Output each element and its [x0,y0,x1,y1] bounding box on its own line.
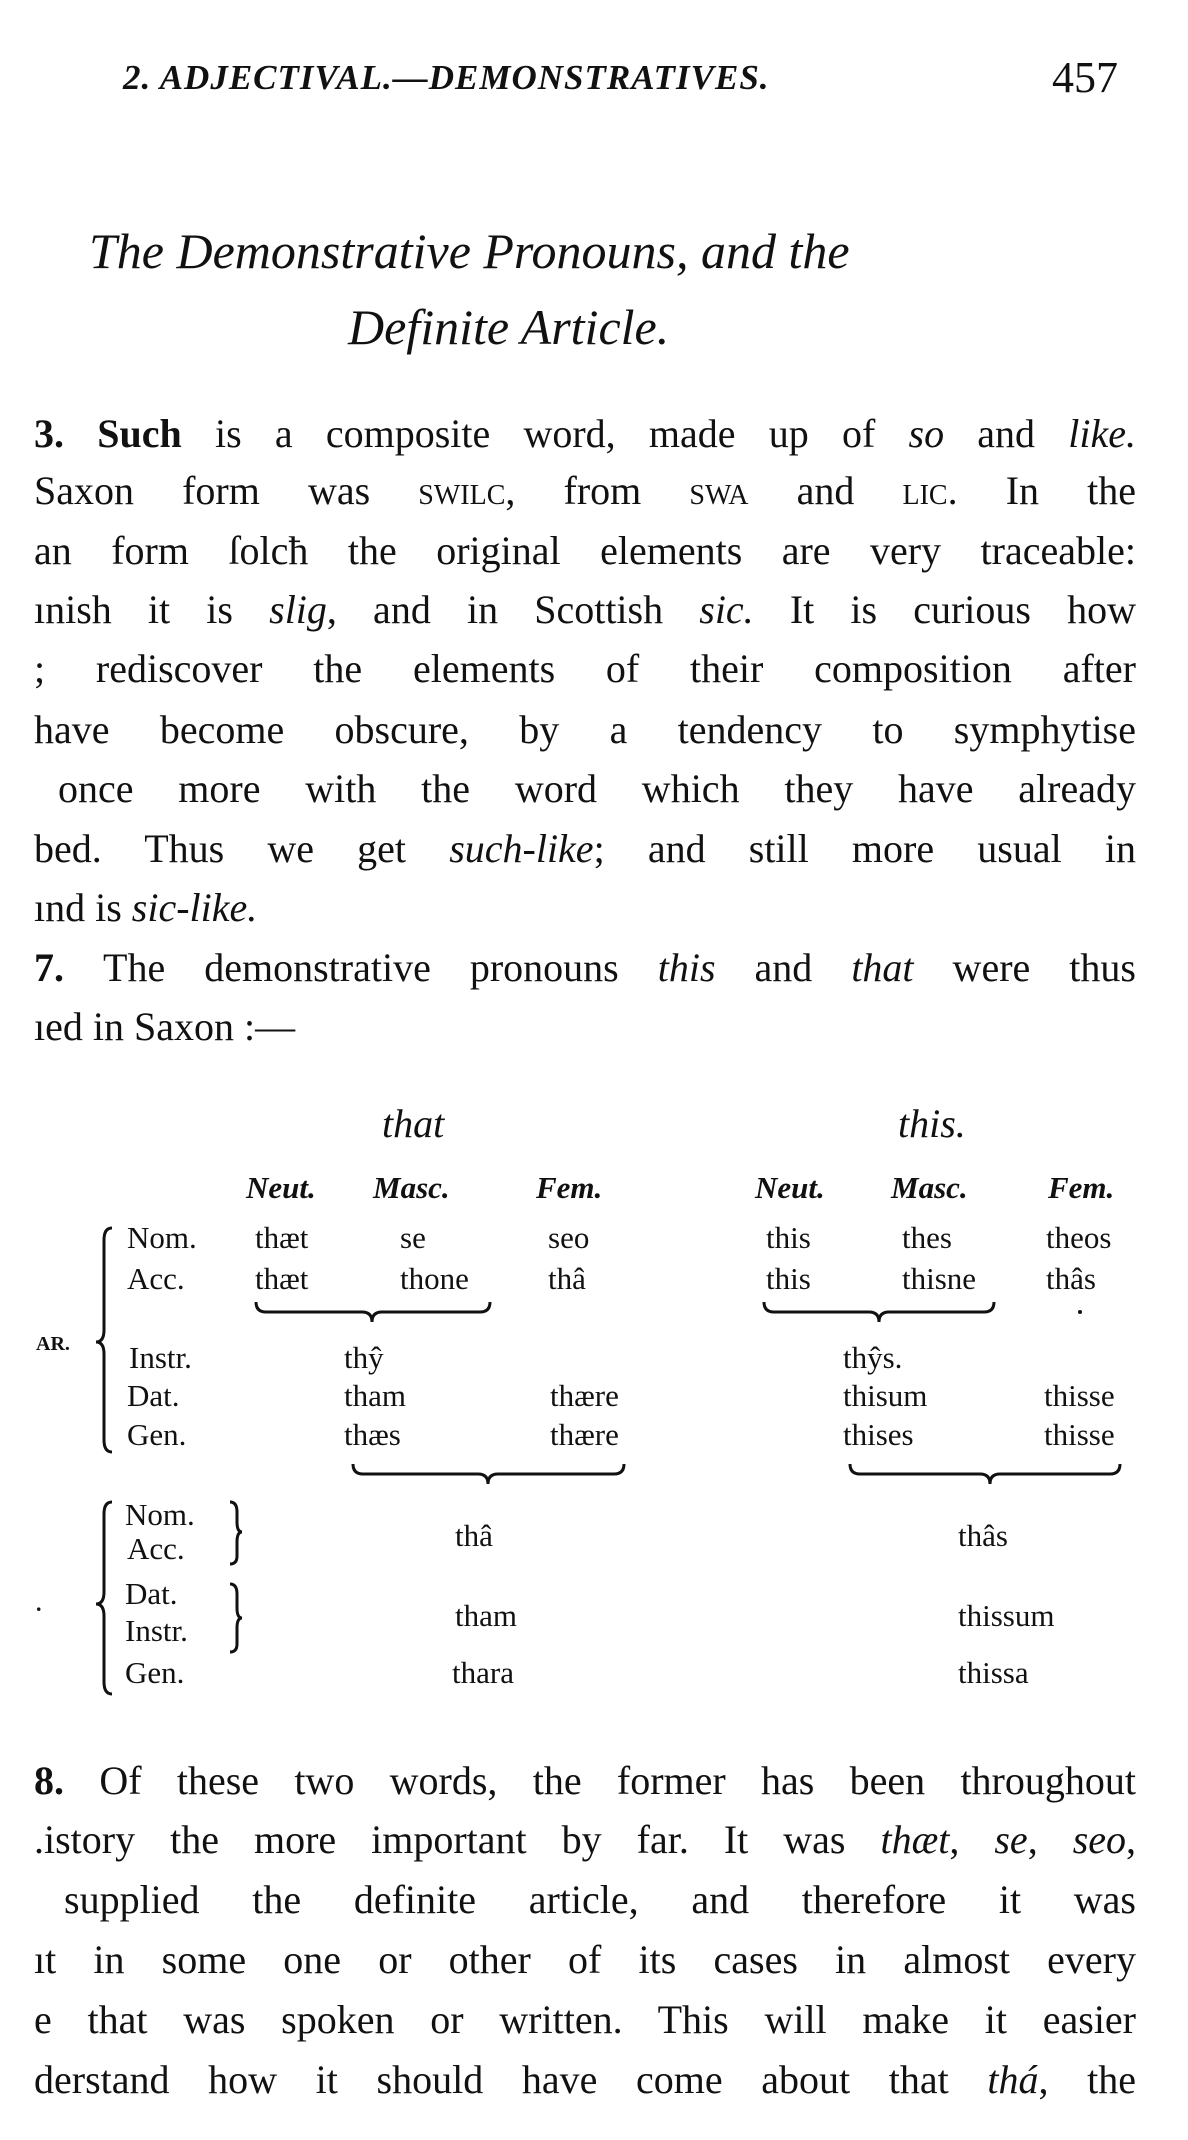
case-label: Gen. [125,1655,185,1690]
cell: thære [550,1378,619,1413]
plural-left-brace [96,1502,112,1694]
cell: thâ [548,1261,586,1296]
cell: thâ [455,1518,493,1553]
text-line [34,1751,1136,1811]
cell: thisum [843,1378,928,1413]
cell: thære [550,1417,619,1452]
cell: thises [843,1417,914,1452]
case-label: Acc. [127,1531,185,1566]
case-label: Instr. [125,1613,188,1648]
cell: thone [400,1261,469,1296]
cell: thissum [958,1598,1055,1633]
gender-header: Fem. [1048,1170,1115,1205]
cell: thŷ [344,1340,384,1375]
italic-text: seo [1072,1817,1127,1862]
cell: thisse [1044,1417,1115,1452]
case-label: Nom. [127,1220,197,1255]
text: Of these two words, the former has been throughout [99,1758,1136,1803]
section-title-line1: The Demonstrative Pronouns, and the [89,223,850,279]
cell: this [766,1220,811,1255]
bold-text: 7. [34,945,104,990]
bold-text: 3. [34,411,98,456]
section-title-line2: Definite Article. [348,299,670,355]
text: ; rediscover the elements of their composition after [34,646,1136,691]
under-brace [256,1302,490,1322]
text: , from [505,468,690,513]
cell: thara [452,1655,514,1690]
italic-text: thá [987,2057,1039,2102]
italic-text: thæt [880,1817,950,1862]
italic-text: se [994,1817,1028,1862]
text: The demonstrative pronouns [103,945,658,990]
text: and [748,468,903,513]
case-label: Dat. [125,1576,178,1611]
cell: thæt [255,1220,309,1255]
text: supplied the definite article, and therefore it was [64,1877,1136,1922]
text: e that was spoken or written. This will make it easier [34,1997,1136,2042]
text-line [34,1930,1136,1990]
italic-text: like. [1068,411,1137,456]
nom-acc-right-brace [230,1502,242,1564]
cell: this [766,1261,811,1296]
group-title-this: this. [898,1101,966,1146]
text: were thus [913,945,1136,990]
group-title-that: that [382,1101,445,1146]
cell: thisse [1044,1378,1115,1413]
gender-header: Neut. [755,1170,825,1205]
text: , [1126,1817,1137,1862]
case-label: Dat. [127,1378,180,1413]
singular-label: AR. [36,1333,70,1355]
text: is a composite word, made up of [181,411,909,456]
under-brace [764,1302,994,1322]
gender-header: Masc. [891,1170,968,1205]
italic-text: this [657,945,716,990]
cell: tham [344,1378,406,1413]
dat-instr-right-brace [230,1584,242,1652]
gender-header: Neut. [246,1170,316,1205]
case-label: Acc. [127,1261,185,1296]
text-line [34,2050,1136,2110]
under-brace [353,1464,624,1484]
gender-header: Masc. [373,1170,450,1205]
small-caps-text: lic [902,468,948,513]
bold-text: 8. [34,1758,100,1803]
text: , [1027,1817,1073,1862]
italic-text: that [851,945,914,990]
case-label: Nom. [125,1497,195,1532]
text: derstand how it should have come about that [34,2057,988,2102]
cell: seo [548,1220,590,1255]
small-caps-text: swa [689,468,749,513]
cell: thisne [902,1261,977,1296]
text: and [715,945,852,990]
gender-header: Fem. [536,1170,603,1205]
under-brace [850,1464,1120,1484]
cell: thæt [255,1261,309,1296]
text-line [64,1870,1136,1930]
small-caps-text: swilc [418,468,506,513]
bold-text: Such [97,411,182,456]
text: ınd is [34,885,132,930]
italic-text: sic-like. [131,885,258,930]
cell: tham [455,1598,517,1633]
text: , the [1038,2057,1137,2102]
singular-left-brace [96,1228,112,1452]
italic-text: sic. [699,587,754,632]
case-label: Instr. [129,1340,192,1375]
cell: thâs [958,1518,1008,1553]
text: ıt in some one or other of its cases in almost every [34,1937,1136,1982]
cell: se [400,1220,426,1255]
running-header: 2. ADJECTIVAL.—DEMONSTRATIVES. [123,58,770,97]
text: It is curious how [753,587,1136,632]
text: .istory the more important by far. It was [34,1817,881,1862]
text: ıed in Saxon :— [34,1004,296,1049]
cell: thŷs. [843,1340,903,1375]
italic-text: slig [269,587,327,632]
plural-label: . [36,1591,42,1616]
text: , and in Scottish [326,587,700,632]
text: once more with the word which they have already [58,766,1136,811]
text: . In the [947,468,1137,513]
text-line [34,1810,1136,1870]
text: ınish it is [34,587,270,632]
cell: thes [902,1220,952,1255]
text: Saxon form was [34,468,419,513]
italic-text: so [908,411,945,456]
text: an form ſolcħ the original elements are very traceable: [34,528,1136,573]
italic-text: such-like [449,826,594,871]
page-number: 457 [1052,53,1118,102]
text: and [944,411,1069,456]
text: bed. Thus we get [34,826,450,871]
cell: thâs [1046,1261,1096,1296]
cell: theos [1046,1220,1112,1255]
text: , [949,1817,995,1862]
text: ; and still more usual in [593,826,1136,871]
cell: thissa [958,1655,1029,1690]
text-line [34,1990,1136,2050]
case-label: Gen. [127,1417,187,1452]
cell: thæs [344,1417,401,1452]
text: have become obscure, by a tendency to symphytise [34,707,1136,752]
